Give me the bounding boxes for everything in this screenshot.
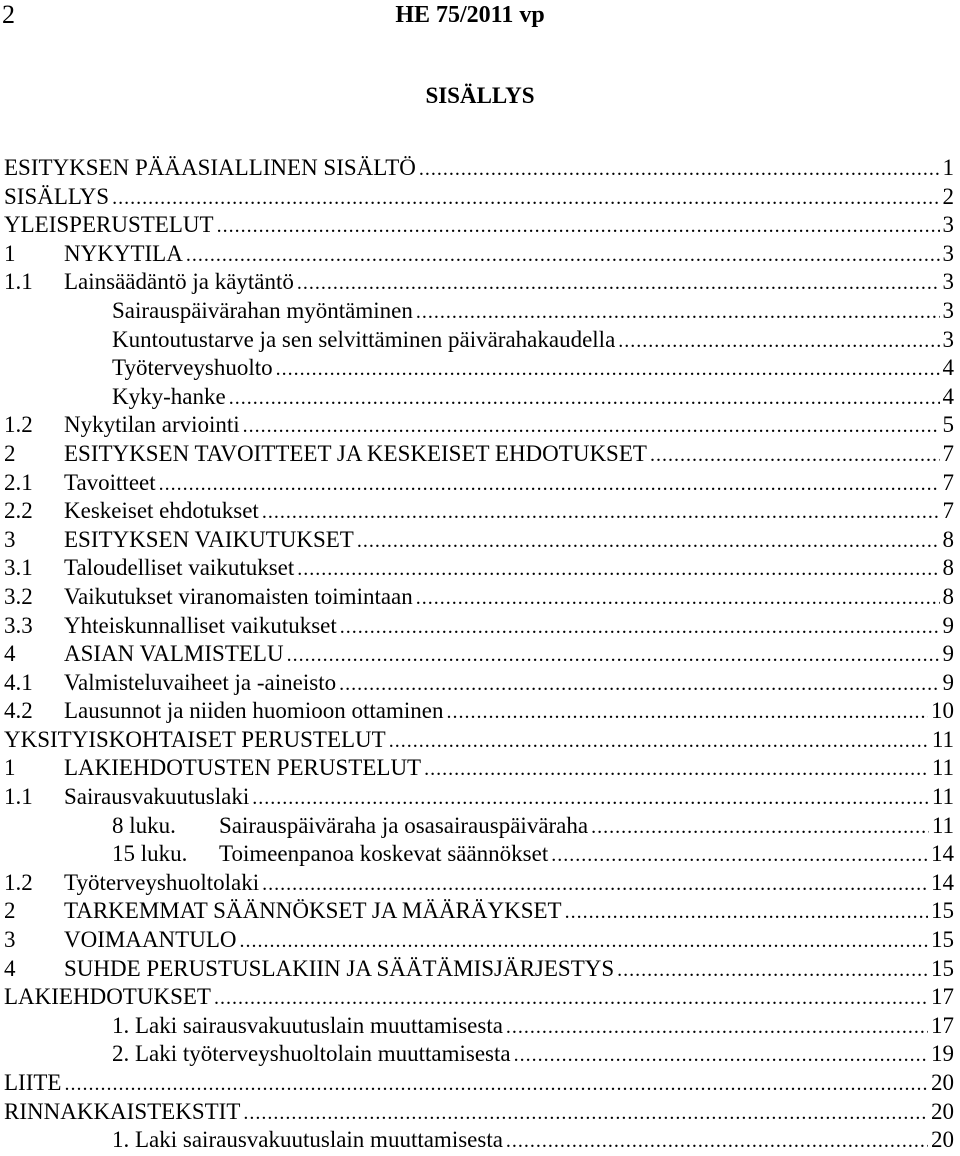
dot-leader bbox=[243, 411, 940, 441]
toc-entry-page: 10 bbox=[931, 698, 954, 724]
toc-entry-title: 1. Laki sairausvakuutuslain muuttamisesta bbox=[112, 1127, 503, 1153]
toc-entry[interactable] bbox=[4, 354, 954, 383]
toc-entry-chapter: 15 luku. bbox=[112, 841, 188, 867]
toc-entry-page: 1 bbox=[942, 155, 954, 180]
toc-entry-title: ESITYKSEN PÄÄASIALLINEN SISÄLTÖ bbox=[4, 155, 416, 180]
toc-entry-page: 8 bbox=[942, 526, 954, 552]
toc-entry[interactable] bbox=[4, 1126, 954, 1155]
toc-entry[interactable] bbox=[4, 1012, 954, 1041]
toc-entry[interactable] bbox=[4, 783, 954, 812]
dot-leader bbox=[239, 926, 928, 956]
toc-entry-number: 4.2 bbox=[4, 698, 33, 724]
toc-entry-page: 9 bbox=[942, 641, 954, 667]
toc-entry[interactable] bbox=[4, 983, 954, 1012]
toc-entry-title: Sairauspäivärahan myöntäminen bbox=[112, 297, 413, 323]
toc-entry[interactable] bbox=[4, 326, 954, 355]
toc-entry-title: Työterveyshuoltolaki bbox=[64, 869, 260, 895]
toc-entry-title: ESITYKSEN TAVOITTEET JA KESKEISET EHDOTUKSET bbox=[64, 440, 647, 466]
toc-entry-title: Keskeiset ehdotukset bbox=[64, 498, 259, 524]
toc-entry-number: 2.2 bbox=[4, 498, 33, 524]
toc-entry-title: ESITYKSEN VAIKUTUKSET bbox=[64, 526, 354, 552]
toc-entry-title: YKSITYISKOHTAISET PERUSTELUT bbox=[4, 726, 386, 752]
toc-entry[interactable] bbox=[4, 1069, 954, 1098]
toc-entry-page: 4 bbox=[942, 355, 954, 381]
toc-entry[interactable] bbox=[4, 1098, 954, 1127]
toc-entry-number: 3 bbox=[4, 927, 16, 953]
dot-leader bbox=[506, 1126, 928, 1156]
toc-title: SISÄLLYS bbox=[425, 83, 535, 108]
dot-leader bbox=[340, 612, 940, 642]
toc-entry-page: 15 bbox=[931, 927, 954, 953]
toc-entry-title: Nykytilan arviointi bbox=[64, 412, 240, 438]
toc-entry-title: Yhteiskunnalliset vaikutukset bbox=[64, 612, 337, 638]
toc-entry-number: 3.2 bbox=[4, 583, 33, 609]
toc-entry[interactable] bbox=[4, 554, 954, 583]
toc-entry[interactable] bbox=[4, 583, 954, 612]
toc-entry-title: NYKYTILA bbox=[64, 240, 183, 266]
toc-entry-page: 2 bbox=[942, 183, 954, 209]
toc-entry-title: Kyky-hanke bbox=[112, 383, 226, 409]
toc-entry-page: 11 bbox=[931, 812, 954, 838]
toc-entry-page: 14 bbox=[931, 841, 954, 867]
toc-entry-title: LIITE bbox=[4, 1070, 62, 1095]
document-id: HE 75/2011 vp bbox=[395, 2, 545, 28]
dot-leader bbox=[217, 211, 940, 241]
toc-entry-page: 8 bbox=[942, 583, 954, 609]
toc-entry-title: RINNAKKAISTEKSTIT bbox=[4, 1098, 241, 1124]
toc-entry[interactable] bbox=[4, 812, 954, 841]
dot-leader bbox=[297, 554, 939, 584]
toc-entry-title: YLEISPERUSTELUT bbox=[4, 212, 214, 238]
dot-leader bbox=[424, 754, 929, 784]
toc-entry-number: 3 bbox=[4, 526, 16, 552]
toc-entry[interactable] bbox=[4, 154, 954, 183]
toc-entry-title: Sairauspäiväraha ja osasairauspäiväraha bbox=[219, 812, 589, 838]
toc-entry-page: 8 bbox=[942, 555, 954, 581]
toc-entry-title: Kuntoutustarve ja sen selvittäminen päivärahakaudella bbox=[112, 326, 616, 352]
toc-entry-title: SISÄLLYS bbox=[4, 183, 110, 209]
dot-leader bbox=[389, 726, 929, 756]
dot-leader bbox=[262, 497, 940, 527]
dot-leader bbox=[514, 1040, 928, 1070]
dot-leader bbox=[650, 440, 940, 470]
toc-entry-title: Sairausvakuutuslaki bbox=[64, 784, 250, 810]
toc-entry[interactable] bbox=[4, 612, 954, 641]
dot-leader bbox=[419, 154, 940, 184]
toc-entry-title: Vaikutukset viranomaisten toimintaan bbox=[64, 583, 413, 609]
toc-entry-page: 20 bbox=[931, 1098, 954, 1124]
toc-entry-number: 4.1 bbox=[4, 669, 33, 695]
toc-entry-number: 4 bbox=[4, 955, 16, 981]
toc-entry-page: 9 bbox=[942, 669, 954, 695]
toc-entry-page: 3 bbox=[942, 212, 954, 238]
toc-entry-page: 20 bbox=[931, 1070, 954, 1095]
toc-entry[interactable] bbox=[4, 411, 954, 440]
toc-entry-title: Työterveyshuolto bbox=[112, 355, 273, 381]
dot-leader bbox=[287, 640, 940, 670]
dot-leader bbox=[262, 869, 928, 899]
toc-entry-title: ASIAN VALMISTELU bbox=[64, 641, 284, 667]
toc-entry-number: 2 bbox=[4, 898, 16, 924]
toc-entry-title: Toimeenpanoa koskevat säännökset bbox=[219, 841, 549, 867]
toc-entry-number: 4 bbox=[4, 641, 16, 667]
toc-entry-page: 19 bbox=[931, 1041, 954, 1067]
toc-entry-title: Valmisteluvaiheet ja -aineisto bbox=[64, 669, 337, 695]
toc-entry[interactable] bbox=[4, 526, 954, 555]
toc-entry-chapter: 8 luku. bbox=[112, 812, 176, 838]
toc-entry-number: 1 bbox=[4, 755, 16, 781]
toc-entry-page: 7 bbox=[942, 469, 954, 495]
dot-leader bbox=[243, 1098, 928, 1128]
toc-entry-title: SUHDE PERUSTUSLAKIIN JA SÄÄTÄMISJÄRJESTYS bbox=[64, 955, 615, 981]
toc-entry-page: 3 bbox=[942, 326, 954, 352]
toc-entry-number: 3.1 bbox=[4, 555, 33, 581]
dot-leader bbox=[591, 812, 929, 842]
dot-leader bbox=[276, 354, 940, 384]
toc-entry-title: Lausunnot ja niiden huomioon ottaminen bbox=[64, 698, 444, 724]
toc-entry-number: 1.1 bbox=[4, 269, 33, 295]
dot-leader bbox=[416, 297, 940, 327]
dot-leader bbox=[186, 240, 940, 270]
toc-entry[interactable] bbox=[4, 726, 954, 755]
dot-leader bbox=[159, 469, 940, 499]
toc-entry-page: 11 bbox=[931, 726, 954, 752]
toc-entry[interactable] bbox=[4, 869, 954, 898]
toc-entry-number: 1 bbox=[4, 240, 16, 266]
toc-entry-page: 20 bbox=[931, 1127, 954, 1153]
toc-entry-page: 4 bbox=[942, 383, 954, 409]
dot-leader bbox=[617, 955, 928, 985]
toc-entry[interactable] bbox=[4, 897, 954, 926]
toc-entry[interactable] bbox=[4, 268, 954, 297]
toc-entry-page: 3 bbox=[942, 297, 954, 323]
toc-entry-title: 2. Laki työterveyshuoltolain muuttamisesta bbox=[112, 1041, 511, 1067]
toc-entry-number: 3.3 bbox=[4, 612, 33, 638]
toc-entry-page: 3 bbox=[942, 240, 954, 266]
toc-entry-title: LAKIEHDOTUKSET bbox=[4, 984, 211, 1010]
dot-leader bbox=[229, 383, 940, 413]
toc-entry-page: 15 bbox=[931, 955, 954, 981]
toc-entry-page: 15 bbox=[931, 898, 954, 924]
toc-entry-title: 1. Laki sairausvakuutuslain muuttamisesta bbox=[112, 1012, 503, 1038]
toc-entry[interactable] bbox=[4, 955, 954, 984]
toc-entry[interactable] bbox=[4, 440, 954, 469]
dot-leader bbox=[565, 897, 928, 927]
toc-entry-title: VOIMAANTULO bbox=[64, 927, 237, 953]
toc-entry-number: 2.1 bbox=[4, 469, 33, 495]
dot-leader bbox=[297, 268, 940, 298]
dot-leader bbox=[446, 697, 928, 727]
dot-leader bbox=[506, 1012, 928, 1042]
page-number: 2 bbox=[2, 0, 15, 29]
dot-leader bbox=[339, 669, 939, 699]
toc-entry-page: 11 bbox=[931, 784, 954, 810]
dot-leader bbox=[214, 983, 928, 1013]
toc-entry-page: 9 bbox=[942, 612, 954, 638]
toc-entry-number: 1.2 bbox=[4, 869, 33, 895]
toc-entry[interactable] bbox=[4, 211, 954, 240]
dot-leader bbox=[416, 583, 940, 613]
toc-entry-page: 7 bbox=[942, 498, 954, 524]
toc-entry-page: 17 bbox=[931, 1012, 954, 1038]
toc-entry[interactable] bbox=[4, 926, 954, 955]
toc-entry[interactable] bbox=[4, 754, 954, 783]
toc-entry-title: LAKIEHDOTUSTEN PERUSTELUT bbox=[64, 755, 422, 781]
toc-entry-number: 1.2 bbox=[4, 412, 33, 438]
dot-leader bbox=[551, 840, 928, 870]
toc-entry-page: 5 bbox=[942, 412, 954, 438]
toc-entry[interactable] bbox=[4, 240, 954, 269]
toc-entry[interactable] bbox=[4, 669, 954, 698]
toc-entry[interactable] bbox=[4, 497, 954, 526]
dot-leader bbox=[357, 526, 940, 556]
toc-entry-page: 7 bbox=[942, 440, 954, 466]
toc-entry-title: Tavoitteet bbox=[64, 469, 156, 495]
toc-entry[interactable] bbox=[4, 383, 954, 412]
toc-entry-title: Taloudelliset vaikutukset bbox=[64, 555, 295, 581]
toc-entry[interactable] bbox=[4, 297, 954, 326]
dot-leader bbox=[112, 183, 939, 213]
toc-entry-page: 11 bbox=[931, 755, 954, 781]
toc-entry-page: 3 bbox=[942, 269, 954, 295]
toc-entry-number: 2 bbox=[4, 440, 16, 466]
toc-entry[interactable] bbox=[4, 840, 954, 869]
toc-entry-title: TARKEMMAT SÄÄNNÖKSET JA MÄÄRÄYKSET bbox=[64, 898, 562, 924]
toc-entry-title: Lainsäädäntö ja käytäntö bbox=[64, 269, 294, 295]
dot-leader bbox=[618, 326, 939, 356]
dot-leader bbox=[252, 783, 929, 813]
toc-entry[interactable] bbox=[4, 697, 954, 726]
dot-leader bbox=[64, 1069, 928, 1099]
toc-entry-number: 1.1 bbox=[4, 784, 33, 810]
toc-entry[interactable] bbox=[4, 469, 954, 498]
table-of-contents bbox=[4, 154, 954, 1155]
toc-entry-page: 14 bbox=[931, 869, 954, 895]
toc-entry[interactable] bbox=[4, 640, 954, 669]
toc-entry[interactable] bbox=[4, 183, 954, 212]
toc-entry-page: 17 bbox=[931, 984, 954, 1010]
toc-entry[interactable] bbox=[4, 1040, 954, 1069]
